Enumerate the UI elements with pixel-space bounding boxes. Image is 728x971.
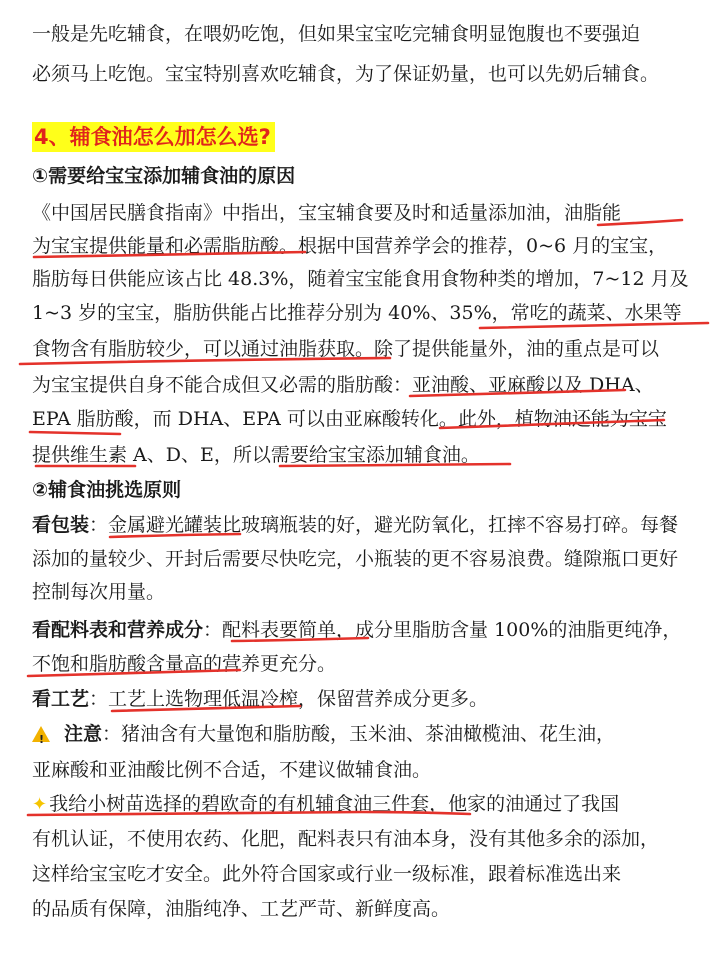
note-line-2: 亚麻酸和亚油酸比例不合适，不建议做辅食油。 [32,759,432,781]
section-title-row [32,125,275,150]
ingredients-text-1: ：配料表要简单，成分里脂肪含量 100%的油脂更纯净， [203,619,682,641]
sparkle-icon: ✦ [32,794,48,815]
recommend-line-2: 有机认证，不使用农药、化肥，配料表只有油本身，没有其他多余的添加， [32,828,660,850]
ingredients-line-2: 不饱和脂肪酸含量高的营养更充分。 [32,653,337,675]
ingredients-line-1 [32,618,681,642]
reason-line-4: 1~3 岁的宝宝，脂肪供能占比推荐分别为 40%、35%，常吃的蔬菜、水果等 [32,302,682,324]
note-label: 注意 [64,723,103,745]
reason-line-3: 脂肪每日供能应该占比 48.3%，随着宝宝能食用食物种类的增加，7~12 月及 [32,268,689,290]
recommend-text-1: 我给小树苗选择的碧欧奇的有机辅食油三件套，他家的油通过了我国 [49,793,620,815]
reason-line-1: 《中国居民膳食指南》中指出，宝宝辅食要及时和适量添加油，油脂能 [32,202,622,224]
note-line-1 [32,722,615,746]
intro-line-1: 一般是先吃辅食，在喂奶吃饱，但如果宝宝吃完辅食明显饱腹也不要强迫 [32,23,641,45]
subsection-reason-title: ①需要给宝宝添加辅食油的原因 [32,165,296,187]
packaging-line-2: 添加的量较少、开封后需要尽快吃完，小瓶装的更不容易浪费。缝隙瓶口更好 [32,548,679,570]
recommend-line-3: 这样给宝宝吃才安全。此外符合国家或行业一级标准，跟着标准选出来 [32,863,622,885]
warning-icon [32,726,50,742]
packaging-text-1: ：金属避光罐装比玻璃瓶装的好，避光防氧化，扛摔不容易打碎。每餐 [89,514,679,536]
subsection-principles-title: ②辅食油挑选原则 [32,479,182,501]
packaging-line-1 [32,513,678,537]
reason-line-5: 食物含有脂肪较少，可以通过油脂获取。除了提供能量外，油的重点是可以 [32,338,660,360]
underline-7 [30,432,120,434]
recommend-line-1 [32,792,619,817]
craft-text: ：工艺上选物理低温冷榨，保留营养成分更多。 [89,688,489,710]
reason-line-6: 为宝宝提供自身不能合成但又必需的脂肪酸：亚油酸、亚麻酸以及 DHA、 [32,374,654,396]
packaging-line-3: 控制每次用量。 [32,581,166,603]
intro-line-2: 必须马上吃饱。宝宝特别喜欢吃辅食，为了保证奶量，也可以先奶后辅食。 [32,63,660,85]
ingredients-label: 看配料表和营养成分 [32,619,204,641]
reason-line-2: 为宝宝提供能量和必需脂肪酸。根据中国营养学会的推荐，0~6 月的宝宝， [32,235,668,257]
section-title: 4、辅食油怎么加怎么选? [32,122,275,152]
craft-label: 看工艺 [32,688,90,710]
reason-line-7: EPA 脂肪酸，而 DHA、EPA 可以由亚麻酸转化。此外，植物油还能为宝宝 [32,408,667,430]
craft-line [32,687,488,711]
packaging-label: 看包装 [32,514,90,536]
recommend-line-4: 的品质有保障，油脂纯净、工艺严苛、新鲜度高。 [32,898,451,920]
reason-line-8: 提供维生素 A、D、E，所以需要给宝宝添加辅食油。 [32,444,480,466]
note-text-1: ：猪油含有大量饱和脂肪酸，玉米油、茶油橄榄油、花生油， [102,723,616,745]
